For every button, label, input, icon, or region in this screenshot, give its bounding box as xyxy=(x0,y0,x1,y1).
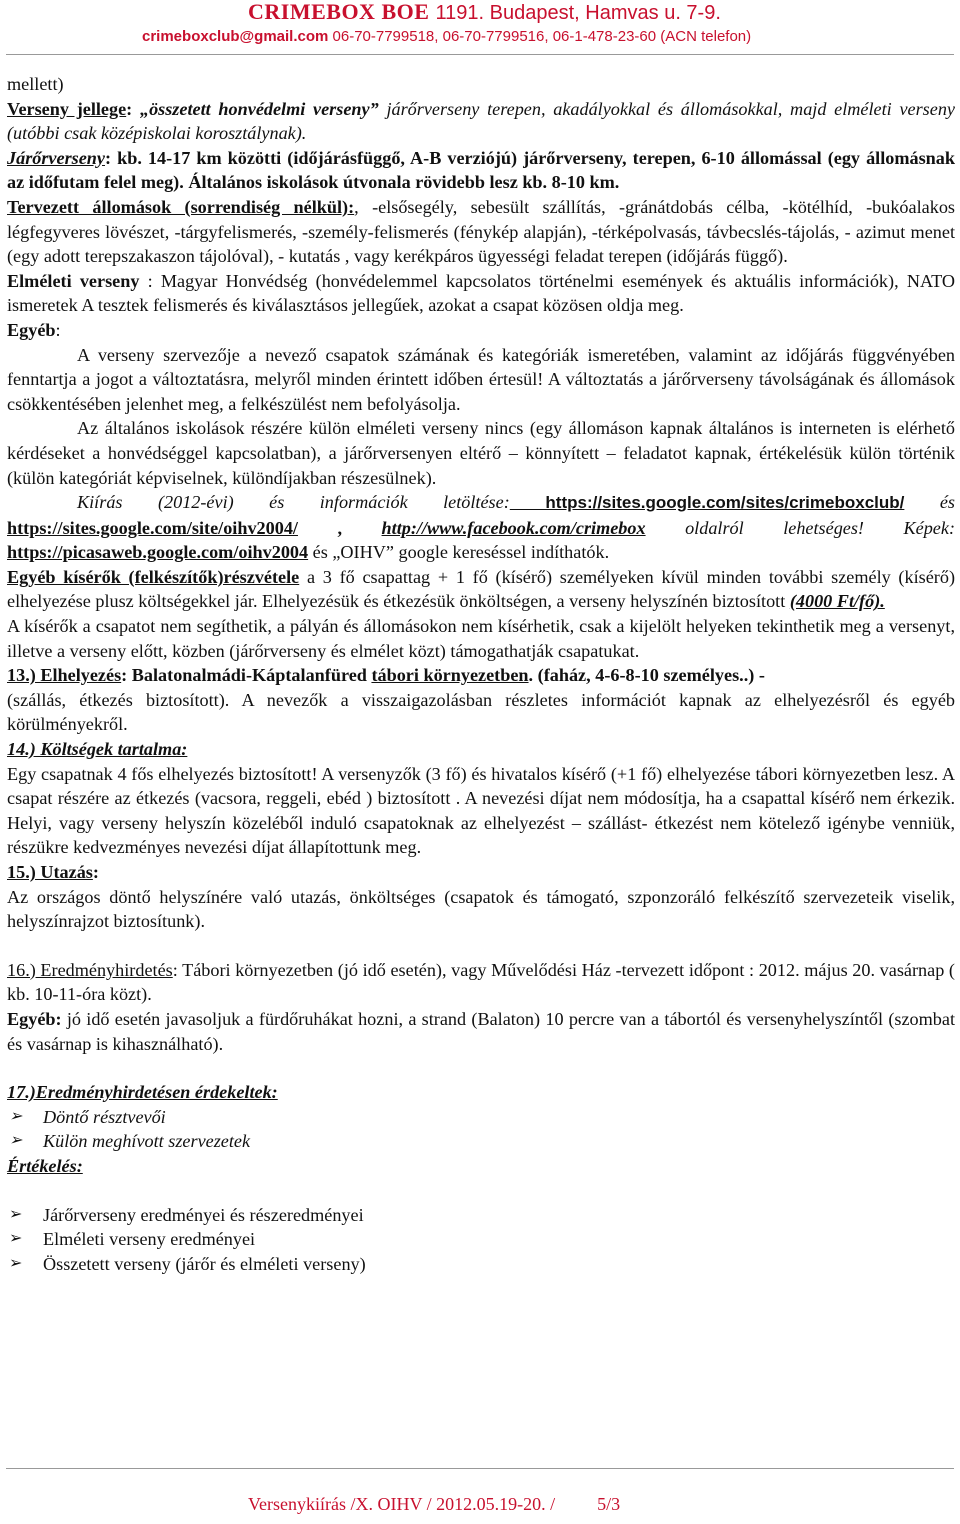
paragraph-allomasok xyxy=(7,195,955,269)
paragraph-egyeb-1: A verseny szervezője a nevező csapatok számának és kategóriák ismeretében, valamint az időjárás függvényében fenntartja a jogot a változtatásra, melyről minden érintett időben értesül! A változtatás a járőrverseny távolságának és állomások csökkentésében jelenhet meg, a felkészülést nem befolyásolja. xyxy=(7,344,955,414)
list-item-text: Összetett verseny (járőr és elméleti verseny) xyxy=(43,1253,366,1274)
kepek-tail: és „OIHV” google kereséssel indíthatók. xyxy=(308,542,610,563)
list-item xyxy=(7,1129,955,1154)
paragraph-ertekeles-label xyxy=(7,1154,955,1179)
page-number: 5/3 xyxy=(597,1494,621,1514)
s13-tail: . (faház, 4-6-8-10 személyes..) - xyxy=(528,665,765,686)
spacer xyxy=(7,934,955,958)
paragraph-egyeb2 xyxy=(7,1007,955,1056)
s17-list xyxy=(7,1105,955,1154)
jelleg-colon: : xyxy=(126,98,133,119)
paragraph-jelleg xyxy=(7,97,955,146)
s13-tabor: tábori környezetben xyxy=(371,665,529,686)
arrowhead-bullet-icon: ➢ xyxy=(9,1230,23,1248)
kisero-price: (4000 Ft/fő). xyxy=(789,591,885,612)
paragraph-jarorverseny xyxy=(7,146,955,195)
document-body xyxy=(7,72,955,1276)
allomas-text: , -elsősegély, sebesült szállítás, -gránátdobás célba, -kötélhíd, -bukóalakos légfegyveres lövészet, -tárgyfelismerés, -személy-felismerés (fénykép alapján), -térképolvasás, távbecslés-tájolás, - azimut menet (egy adott terepszakaszon tájolóval), - kutatás , vagy kerékpáros ügyességi feladat terepen (időjárás függő). xyxy=(7,196,955,267)
org-address: 1191. Budapest, Hamvas u. 7-9. xyxy=(435,2,721,24)
paragraph-s17-label xyxy=(7,1080,955,1105)
s15-label: 15.) Utazás xyxy=(7,862,93,882)
egyeb-label: Egyéb xyxy=(7,319,56,340)
paragraph-kiiras xyxy=(7,490,955,565)
arrowhead-bullet-icon: ➢ xyxy=(9,1132,23,1150)
link-picasaweb[interactable]: https://picasaweb.google.com/oihv2004 xyxy=(7,542,309,563)
paragraph-s16 xyxy=(7,958,955,1007)
ertekeles-list xyxy=(7,1203,955,1277)
org-phones: 06-70-7799518, 06-70-7799516, 06-1-478-23-60 (ACN telefon) xyxy=(332,28,752,45)
elmeleti-label: Elméleti verseny xyxy=(7,270,140,291)
jelleg-label: Verseny jellege xyxy=(7,98,127,119)
s13-colon: : xyxy=(121,665,128,686)
page-footer xyxy=(248,1494,620,1515)
s13-place: Balatonalmádi-Káptalanfüred xyxy=(127,665,372,686)
jelleg-bold: „összetett honvédelmi verseny” xyxy=(139,98,379,119)
list-item-text: Külön meghívott szervezetek xyxy=(43,1131,251,1152)
s17-label: 17.)Eredményhirdetésen érdekeltek: xyxy=(7,1082,278,1103)
paragraph-kisero-2: A kísérők a csapatot nem segíthetik, a pályán és állomásokon nem kísérhetik, csak a kijelölt helyeken tekinthetik meg a versenyt, illetve a verseny előtt, közben (járőrverseny és elmélet közt) támogathatják csapatukat. xyxy=(7,616,955,661)
s14-label: 14.) Költségek tartalma: xyxy=(7,739,188,760)
header-divider xyxy=(6,54,954,55)
arrowhead-bullet-icon: ➢ xyxy=(9,1254,23,1272)
link-sites-oihv2004[interactable]: https://sites.google.com/site/oihv2004/ xyxy=(7,517,298,538)
footer-divider xyxy=(6,1468,954,1469)
kisero-label: Egyéb kísérők (felkészítők)részvétele xyxy=(7,566,300,587)
link-sites-crimeboxclub[interactable]: https://sites.google.com/sites/crimeboxclub/ xyxy=(509,493,905,513)
spacer xyxy=(7,1179,955,1203)
list-item xyxy=(7,1227,955,1252)
elmeleti-text: : Magyar Honvédség (honvédelemmel kapcsolatos történelmi események és aktuális információk), NATO ismeretek A tesztek felismerés és kiválasztásos jellegűek, azokat a csapat közösen oldja meg. xyxy=(7,270,955,316)
ertekeles-label: Értékelés: xyxy=(7,1155,83,1176)
list-item-text: Döntő résztvevői xyxy=(43,1106,166,1127)
jaror-label: Járőrverseny xyxy=(7,147,105,168)
egyeb2-text: jó idő esetén javasoljuk a fürdőruhákat hozni, a strand (Balaton) 10 percre van a tábortól és versenyhelyszíntől (szombat és vasárnap is kihasználható). xyxy=(7,1008,955,1054)
kisero-text: a 3 fő csapattag + 1 fő (kísérő) személyeken kívül minden további személy (kísérő) elhelyezése plusz költségekkel jár. Elhelyezésük és étkezésük önköltségen, a verseny helyszínén biztosított xyxy=(7,566,955,612)
org-email[interactable]: crimeboxclub@gmail.com xyxy=(142,28,329,45)
s15-colon: : xyxy=(92,862,99,882)
header-line-2 xyxy=(142,28,751,46)
paragraph-egyeb-2: Az általános iskolások részére külön elméleti verseny nincs (egy állomáson kapnak általános is interneten is elérhető kérdéseket a honvédséggel kapcsolatban), a járőrversenyen eltérő – könnyített – feladatot kapnak, értékelésük külön történik (külön kategóriát képviselnek, különdíjakban részesülnek). xyxy=(7,418,955,488)
link-separator: , xyxy=(297,517,382,538)
kiiras-tail: oldalról lehetséges! Képek: xyxy=(645,517,955,538)
spacer xyxy=(7,1056,955,1080)
link-facebook-crimebox[interactable]: http://www.facebook.com/crimebox xyxy=(381,517,646,538)
paragraph-s15-label xyxy=(7,860,955,885)
list-item xyxy=(7,1252,955,1277)
paragraph-s15-text: Az országos döntő helyszínére való utazás, önköltséges (csapatok és támogató, szponzoráló felkészítő szervezeteik viselik, helyszínrajzot biztosítunk). xyxy=(7,886,955,932)
egyeb-colon: : xyxy=(55,319,61,340)
jelleg-text: járőrverseny terepen, akadályokkal és állomásokkal, majd elméleti verseny (utóbbi csak középiskolai korosztálynak). xyxy=(7,98,955,144)
s13-label: 13.) Elhelyezés xyxy=(7,665,122,686)
jaror-colon: : xyxy=(105,147,112,168)
paragraph-kisero xyxy=(7,565,955,614)
allomas-label: Tervezett állomások (sorrendiség nélkül): xyxy=(7,196,355,217)
paragraph-s14-label xyxy=(7,737,955,762)
list-item xyxy=(7,1105,955,1130)
egyeb2-label: Egyéb: xyxy=(7,1008,62,1029)
paragraph-s13-text: (szállás, étkezés biztosított). A nevezők a visszaigazolásban részletes információt kapnak az elhelyezésről és egyéb körülményekről. xyxy=(7,689,955,735)
org-name: CRIMEBOX BOE xyxy=(248,0,430,24)
s16-label: 16.) Eredményhirdetés xyxy=(7,959,173,980)
list-item-text: Járőrverseny eredményei és részeredményei xyxy=(43,1204,364,1225)
kiiras-text: Kiírás (2012-évi) és információk letöltése: xyxy=(77,492,510,513)
list-item-text: Elméleti verseny eredményei xyxy=(43,1229,256,1250)
header-line-1 xyxy=(248,0,721,25)
footer-text: Versenykiírás /X. OIHV / 2012.05.19-20. / xyxy=(248,1494,556,1514)
kiiras-es: és xyxy=(904,492,955,513)
paragraph-mellett: mellett) xyxy=(7,74,64,94)
paragraph-elmeleti xyxy=(7,269,955,318)
paragraph-egyeb-label xyxy=(7,318,955,343)
paragraph-s13 xyxy=(7,663,955,688)
s16-text: : Tábori környezetben (jó idő esetén), vagy Művelődési Ház -tervezett időpont : 2012. május 20. vasárnap ( kb. 10-11-óra közt). xyxy=(7,959,955,1005)
paragraph-s14-text: Egy csapatnak 4 fős elhelyezés biztosított! A versenyzők (3 fő) és hivatalos kísérő (+1 fő) elhelyezése tábori környezetben lesz. A csapat részére az étkezés (vacsora, reggeli, ebéd ) biztosított . A nevezési díjat nem módosítja, ha a csapattal kísérő nem érkezik. Helyi, vagy verseny helyszín közeléből induló csapatoknak az elhelyezést – szállást- étkezést nem kötelező igénybe venniük, részükre kedvezményes nevezési díjat állapítottunk meg. xyxy=(7,763,955,858)
list-item xyxy=(7,1203,955,1228)
arrowhead-bullet-icon: ➢ xyxy=(9,1107,23,1125)
arrowhead-bullet-icon: ➢ xyxy=(9,1205,23,1223)
jaror-text: kb. 14-17 km közötti (időjárásfüggő, A-B verziójú) járőrverseny, terepen, 6-10 állomással (egy állomásnak az időfutam felel meg). Általános iskolások útvonala rövidebb lesz kb. 8-10 km. xyxy=(7,147,956,193)
